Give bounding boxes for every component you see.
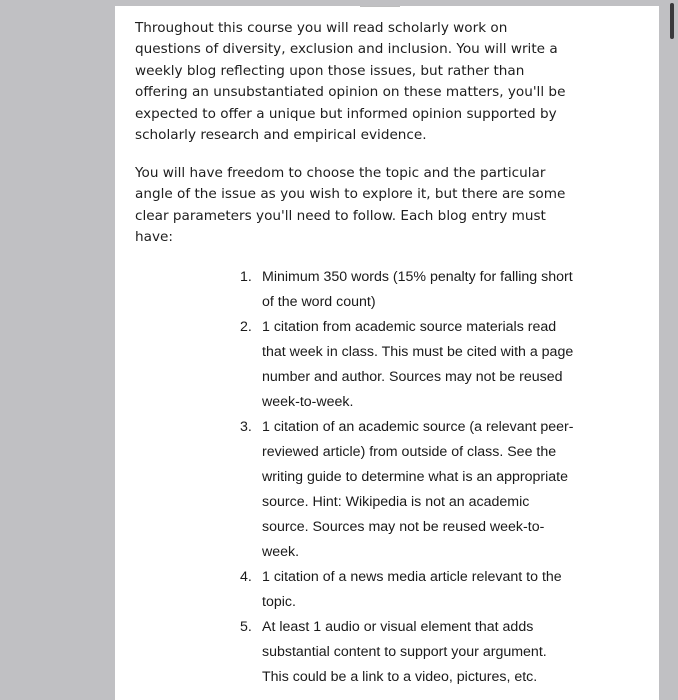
requirement-item [235, 415, 575, 565]
requirement-text: 1 citation of a news media article relevant to the topic. [262, 569, 562, 610]
requirement-text: At least 1 audio or visual element that adds substantial content to support your argument. This could be a link to a video, pictures, etc. [262, 619, 547, 685]
requirement-number: 4. [240, 569, 252, 585]
requirement-number: 5. [240, 619, 252, 635]
requirement-number: 3. [240, 419, 252, 435]
requirement-text: 1 citation from academic source materials read that week in class. This must be cited with a page number and author. Sources may not be reused week-to-week. [262, 319, 574, 410]
requirement-item [235, 565, 575, 615]
requirements-list [235, 265, 575, 690]
requirement-item [235, 265, 575, 315]
requirement-number: 1. [240, 269, 252, 285]
requirement-number: 2. [240, 319, 252, 335]
intro-paragraph: Throughout this course you will read scholarly work on questions of diversity, exclusion and inclusion. You will write a weekly blog reflecting upon those issues, but rather than offering an unsubstantiated opinion on these matters, you'll be expected to offer a unique but informed opinion supported by scholarly research and empirical evidence. [135, 20, 566, 144]
requirement-item [235, 615, 575, 690]
document-page [115, 6, 659, 700]
page-top-divider [360, 6, 400, 7]
instructions-paragraph: You will have freedom to choose the topic and the particular angle of the issue as you wish to explore it, but there are some clear parameters you'll need to follow. Each blog entry must have: [135, 165, 566, 246]
requirement-item [235, 315, 575, 415]
scrollbar-thumb[interactable] [670, 3, 674, 39]
requirement-text: 1 citation of an academic source (a relevant peer-reviewed article) from outside of class. See the writing guide to determine what is an appropriate source. Hint: Wikipedia is not an academic source. Sources may not be reused week-to-week. [262, 419, 574, 560]
requirement-text: Minimum 350 words (15% penalty for falling short of the word count) [262, 269, 573, 310]
